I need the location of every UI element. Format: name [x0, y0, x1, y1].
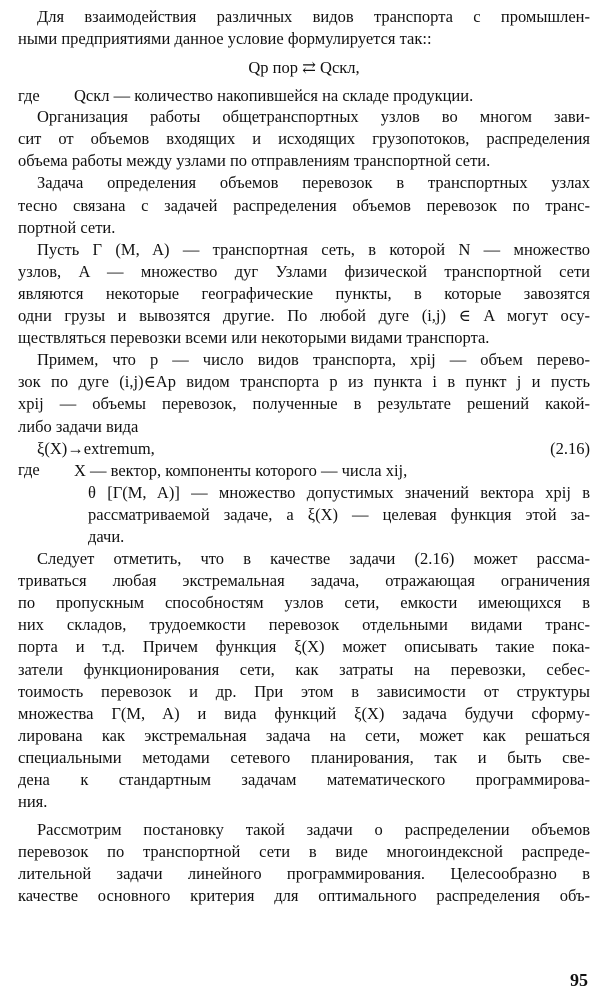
where-text: θ [Г(M, A)] — множество допустимых значений вектора xpij в [88, 482, 590, 502]
where-clause-1 [18, 86, 590, 106]
text-line: Следует отметить, что в качестве задачи (2.16) может рассма- [37, 549, 590, 569]
paragraph-organization [18, 106, 590, 172]
text-line: лительной задачи линейного программирования. Целесообразно в [18, 864, 590, 884]
paragraph-task [18, 172, 590, 238]
text-line: тесно связана с задачей распределения объемов перевозок по транс- [18, 195, 590, 215]
paragraph-statement [18, 819, 590, 907]
text-line: узлов, A — множество дуг Узлами физической транспортной сети [18, 261, 590, 281]
text-line: являются некоторые географические пункты, в которые завозятся [18, 283, 590, 303]
text-line: Для взаимодействия различных видов транспорта с промышлен- [37, 7, 590, 26]
where-first-row [18, 460, 590, 482]
paragraph-network [18, 239, 590, 349]
text-line: множества Г(M, A) и вида функций ξ(X) задача будучи сформу- [18, 703, 590, 723]
equation-expression: ξ(X)→extremum, [37, 438, 155, 458]
where-label: где [18, 86, 40, 106]
paragraph-assumption [18, 349, 590, 437]
text-line: портной сети. [18, 217, 116, 237]
text-line: xpij — объемы перевозок, полученные в результате решений какой- [18, 394, 590, 414]
text-line: ществляться перевозки всеми или некоторыми видами транспорта. [18, 328, 490, 348]
text-line: порта и т.д. Причем функция ξ(X) может описывать такие пока- [18, 637, 590, 657]
text-line: дена к стандартным задачам математического программирова- [18, 770, 590, 789]
where-label: где [18, 459, 40, 479]
where-text: дачи. [88, 526, 125, 546]
text-line: лирована как экстремальная задача на сети, может как решаться [18, 725, 590, 745]
text-line: Примем, что p — число видов транспорта, xpij — объем перево- [37, 350, 590, 370]
text-line: по пропускным способностям узлов сети, емкости имеющихся в [18, 593, 590, 613]
equation-2-16 [18, 438, 590, 460]
text-line: затели функционирования сети, как затраты на перевозки, себес- [18, 659, 590, 679]
text-line: Организация работы общетранспортных узлов во многом зави- [37, 107, 590, 127]
text-line: ными предприятиями данное условие формулируется так:: [18, 29, 432, 49]
text-line: одни грузы и вывозятся другие. По любой дуге (i,j) ∈ A могут осу- [18, 306, 590, 326]
formula-q-balance: Qp пор ⇄ Qскл, [248, 58, 360, 78]
text-line: специальными методами сетевого планирования, так и быть све- [18, 747, 590, 767]
text-line: качестве основного критерия для оптимального распределения объ- [18, 886, 590, 906]
text-line: объема работы между узлами по отправлениям транспортной сети. [18, 151, 491, 171]
text-line: либо задачи вида [18, 416, 139, 436]
where-clause-2 [18, 460, 590, 548]
where-text: рассматриваемой задаче, а ξ(X) — целевая функция этой за- [88, 504, 590, 524]
text-line: сит от объемов входящих и исходящих грузопотоков, распределения [18, 129, 590, 149]
text-line: Задача определения объемов перевозок в транспортных узлах [37, 173, 590, 193]
text-line: Рассмотрим постановку такой задачи о распределении объемов [37, 820, 590, 840]
paragraph-intro [18, 6, 590, 50]
where-text: X — вектор, компоненты которого — числа xij, [74, 460, 408, 480]
text-line: тоимость перевозок и др. При этом в зависимости от структуры [18, 681, 590, 701]
text-line: перевозок по транспортной сети в виде многоиндексной распреде- [18, 842, 590, 862]
page-number: 95 [570, 970, 588, 990]
text-line: ния. [18, 792, 48, 812]
text-line: зок по дуге (i,j)∈Ap видом транспорта p из пункта i в пункт j и пусть [18, 372, 590, 392]
paragraph-note [18, 548, 590, 813]
text-line: Пусть Г (M, A) — транспортная сеть, в которой N — множество [37, 239, 590, 259]
equation-number: (2.16) [550, 438, 590, 458]
text-line: них складов, трудоемкости перевозок отдельными видами транс- [18, 615, 590, 635]
page-body [18, 6, 590, 908]
where-text: Qскл — количество накопившейся на складе продукции. [74, 86, 474, 106]
text-line: триваться любая экстремальная задача, отражающая ограничения [18, 571, 590, 591]
